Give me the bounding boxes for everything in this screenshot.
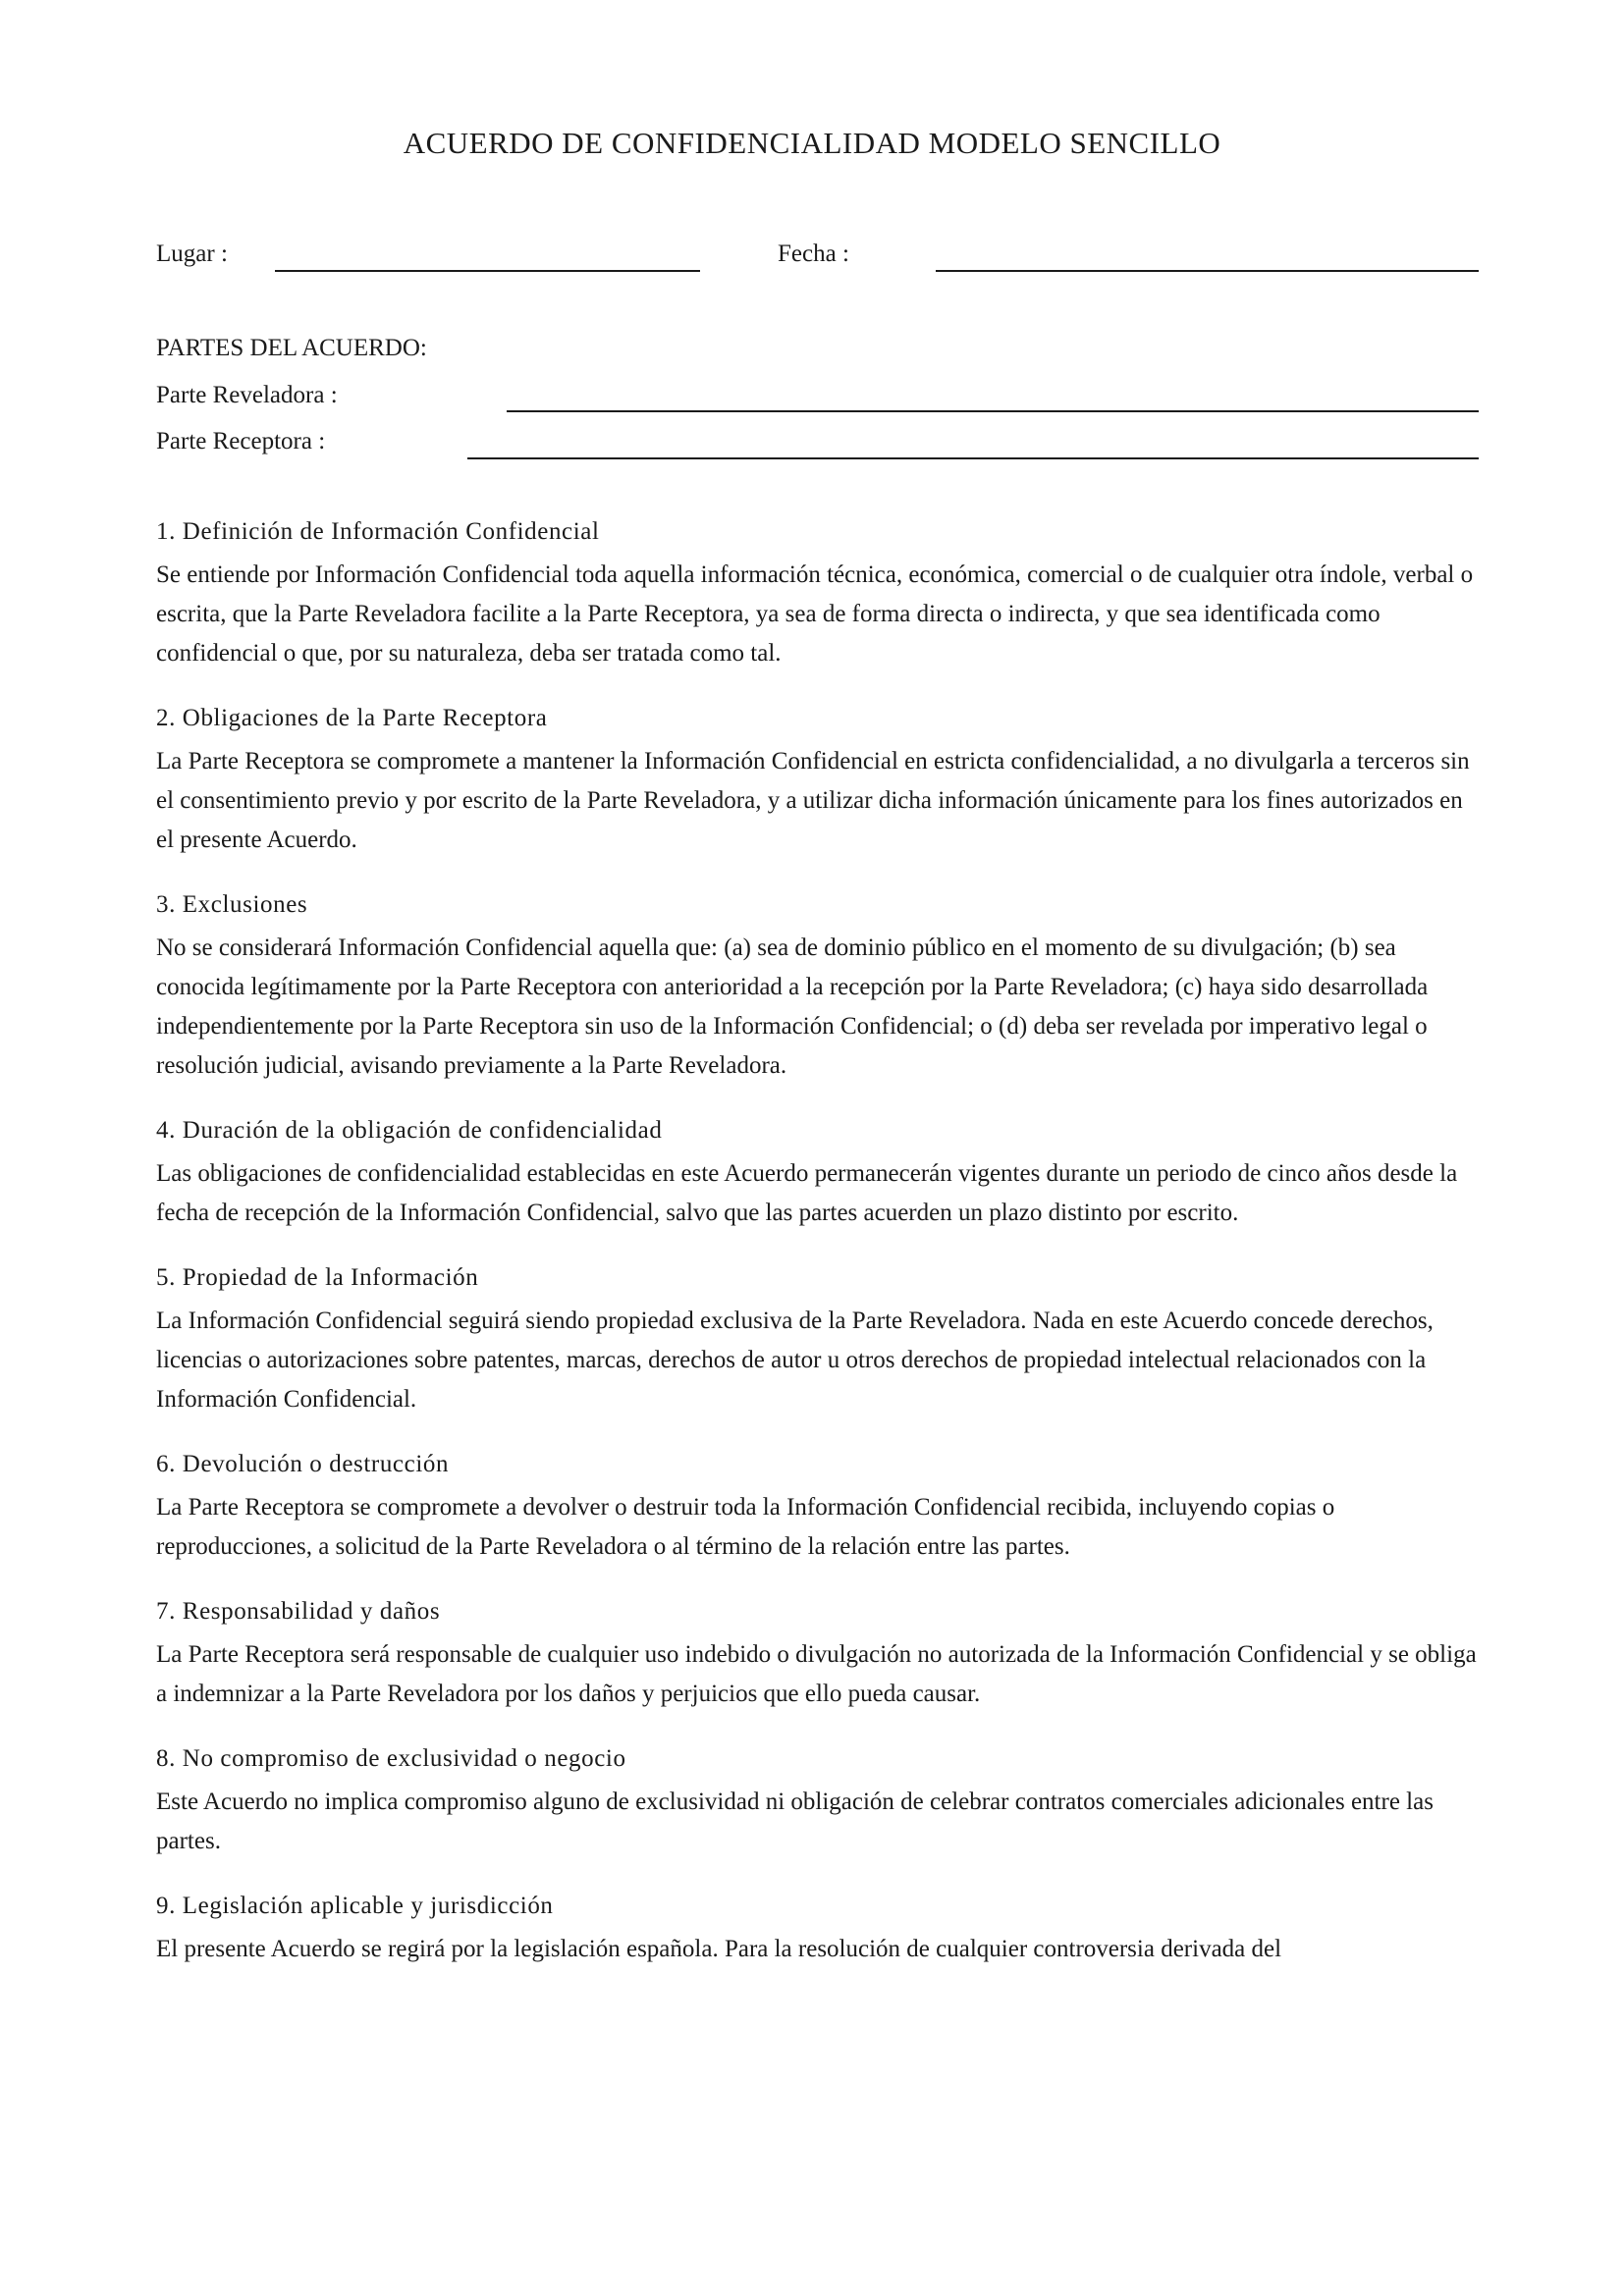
clause-body: Este Acuerdo no implica compromiso alguno de exclusividad ni obligación de celebrar contratos comerciales adicionales entre las partes. bbox=[156, 1789, 1434, 1854]
clause-heading: 3. Exclusiones bbox=[156, 891, 308, 918]
clause-body: Se entiende por Información Confidencial toda aquella información técnica, económica, comercial o de cualquier otra índole, verbal o escrita, que la Parte Reveladora facilite a la Parte Receptora, ya sea de forma directa o indirecta, y que sea identificada como confidencial o que, por su naturaleza, deba ser tratada como tal. bbox=[156, 561, 1474, 667]
clause-6 bbox=[156, 1447, 1484, 1567]
clause-2 bbox=[156, 701, 1484, 860]
clauses-list bbox=[156, 514, 1484, 1997]
disclosing-party-label: Parte Reveladora : bbox=[156, 382, 338, 408]
clause-heading: 2. Obligaciones de la Parte Receptora bbox=[156, 705, 548, 731]
clause-body: El presente Acuerdo se regirá por la legislación española. Para la resolución de cualquier controversia derivada del bbox=[156, 1936, 1282, 1962]
clause-4 bbox=[156, 1113, 1484, 1233]
clause-body: La Parte Receptora se compromete a mantener la Información Confidencial en estricta confidencialidad, a no divulgarla a terceros sin el consentimiento previo y por escrito de la Parte Reveladora, y a utilizar dicha información únicamente para los fines autorizados en el presente Acuerdo. bbox=[156, 748, 1470, 853]
parties-heading: PARTES DEL ACUERDO: bbox=[156, 335, 427, 361]
clause-9 bbox=[156, 1889, 1484, 1969]
clause-body: La Información Confidencial seguirá siendo propiedad exclusiva de la Parte Reveladora. Nada en este Acuerdo concede derechos, licencias o autorizaciones sobre patentes, marcas, derechos de autor u otros derechos de propiedad intelectual relacionados con la Información Confidencial. bbox=[156, 1308, 1434, 1413]
document-title: ACUERDO DE CONFIDENCIALIDAD MODELO SENCILLO bbox=[403, 126, 1221, 160]
clause-heading: 6. Devolución o destrucción bbox=[156, 1451, 450, 1477]
disclosing-party-field[interactable] bbox=[507, 410, 1479, 412]
place-label: Lugar : bbox=[156, 240, 228, 267]
clause-heading: 8. No compromiso de exclusividad o negocio bbox=[156, 1745, 626, 1772]
clause-7 bbox=[156, 1594, 1484, 1714]
clause-5 bbox=[156, 1260, 1484, 1419]
date-label: Fecha : bbox=[778, 240, 849, 267]
clause-heading: 5. Propiedad de la Información bbox=[156, 1264, 479, 1291]
clause-heading: 7. Responsabilidad y daños bbox=[156, 1598, 441, 1625]
clause-body: No se considerará Información Confidencial aquella que: (a) sea de dominio público en el momento de su divulgación; (b) sea conocida legítimamente por la Parte Receptora con anterioridad a la recepción por la Parte Reveladora; (c) haya sido desarrollada independientemente por la Parte Receptora sin uso de la Información Confidencial; o (d) deba ser revelada por imperativo legal o resolución judicial, avisando previamente a la Parte Reveladora. bbox=[156, 934, 1429, 1079]
clause-heading: 1. Definición de Información Confidencial bbox=[156, 518, 600, 545]
receiving-party-field[interactable] bbox=[467, 457, 1479, 459]
clause-body: La Parte Receptora será responsable de cualquier uso indebido o divulgación no autorizada de la Información Confidencial y se obliga a indemnizar a la Parte Reveladora por los daños y perjuicios que ello pueda causar. bbox=[156, 1641, 1477, 1707]
clause-body: La Parte Receptora se compromete a devolver o destruir toda la Información Confidencial recibida, incluyendo copias o reproducciones, a solicitud de la Parte Reveladora o al término de la relación entre las partes. bbox=[156, 1494, 1335, 1560]
clause-heading: 4. Duración de la obligación de confidencialidad bbox=[156, 1117, 663, 1144]
clause-1 bbox=[156, 514, 1484, 673]
clause-3 bbox=[156, 887, 1484, 1086]
clause-body: Las obligaciones de confidencialidad establecidas en este Acuerdo permanecerán vigentes durante un periodo de cinco años desde la fecha de recepción de la Información Confidencial, salvo que las partes acuerden un plazo distinto por escrito. bbox=[156, 1160, 1458, 1226]
clause-heading: 9. Legislación aplicable y jurisdicción bbox=[156, 1893, 554, 1919]
place-field[interactable] bbox=[275, 270, 700, 272]
clause-8 bbox=[156, 1741, 1484, 1861]
date-field[interactable] bbox=[936, 270, 1479, 272]
receiving-party-label: Parte Receptora : bbox=[156, 428, 326, 454]
